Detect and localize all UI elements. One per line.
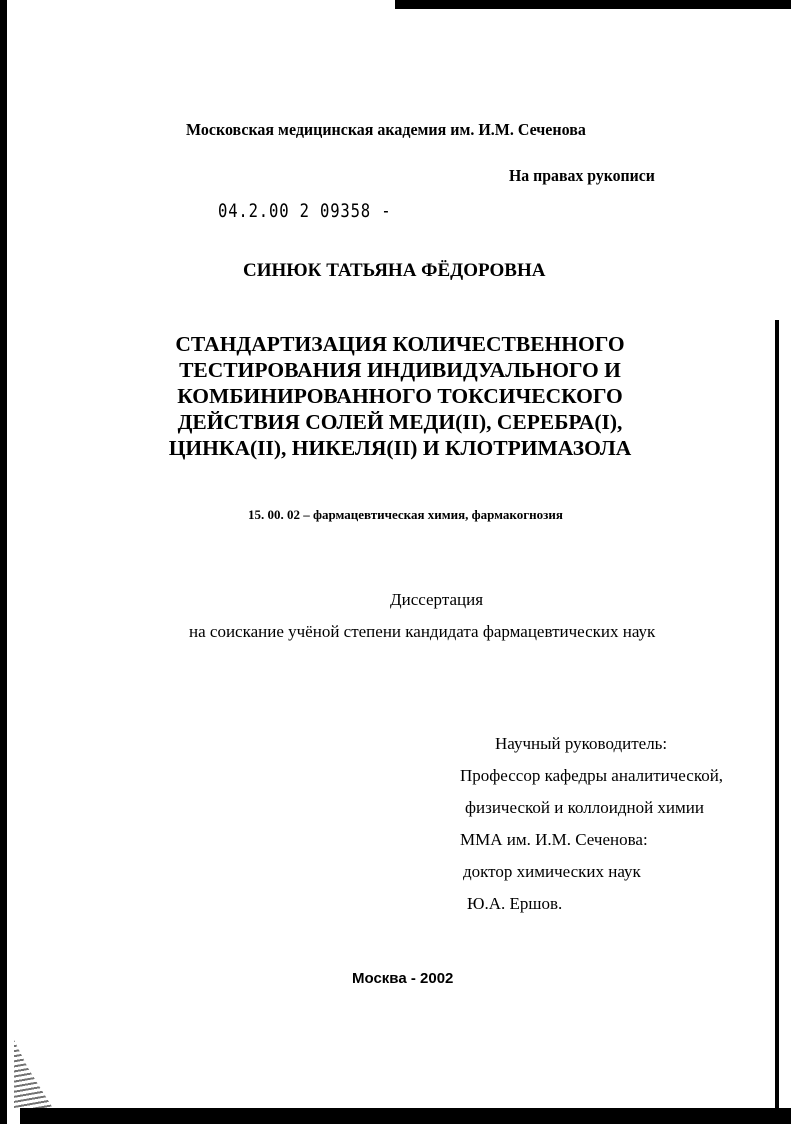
scan-border-right (775, 320, 779, 1110)
dissertation-title (150, 331, 650, 461)
scan-smudge (14, 1040, 54, 1110)
registration-code: 04.2.00 2 09358 - (218, 200, 392, 222)
supervisor-heading: Научный руководитель: (495, 734, 668, 753)
supervisor-line: доктор химических наук (463, 862, 641, 881)
title-line: ТЕСТИРОВАНИЯ ИНДИВИДУАЛЬНОГО И (179, 358, 621, 382)
academy-name: Московская медицинская академия им. И.М. Сеченова (186, 120, 586, 139)
scan-border-top (395, 0, 791, 9)
title-line: КОМБИНИРОВАННОГО ТОКСИЧЕСКОГО (177, 384, 623, 408)
city-year: Москва - 2002 (352, 970, 454, 987)
title-line: ДЕЙСТВИЯ СОЛЕЙ МЕДИ(II), СЕРЕБРА(I), (177, 410, 623, 434)
scan-border-left (0, 0, 7, 1124)
rights-note: На правах рукописи (509, 166, 655, 185)
scan-border-bottom (20, 1108, 791, 1124)
supervisor-line: физической и коллоидной химии (465, 798, 704, 817)
degree-line: на соискание учёной степени кандидата фармацевтических наук (189, 622, 656, 641)
specialty-code: 15. 00. 02 – фармацевтическая химия, фармакогнозия (248, 507, 563, 522)
title-line: СТАНДАРТИЗАЦИЯ КОЛИЧЕСТВЕННОГО (175, 332, 625, 356)
supervisor-line: Профессор кафедры аналитической, (460, 766, 724, 785)
supervisor-line: ММА им. И.М. Сеченова: (460, 830, 648, 849)
title-line: ЦИНКА(II), НИКЕЛЯ(II) И КЛОТРИМАЗОЛА (168, 436, 632, 460)
author-name: СИНЮК ТАТЬЯНА ФЁДОРОВНА (243, 260, 546, 281)
supervisor-line: Ю.А. Ершов. (467, 894, 563, 913)
document-type: Диссертация (390, 590, 484, 609)
